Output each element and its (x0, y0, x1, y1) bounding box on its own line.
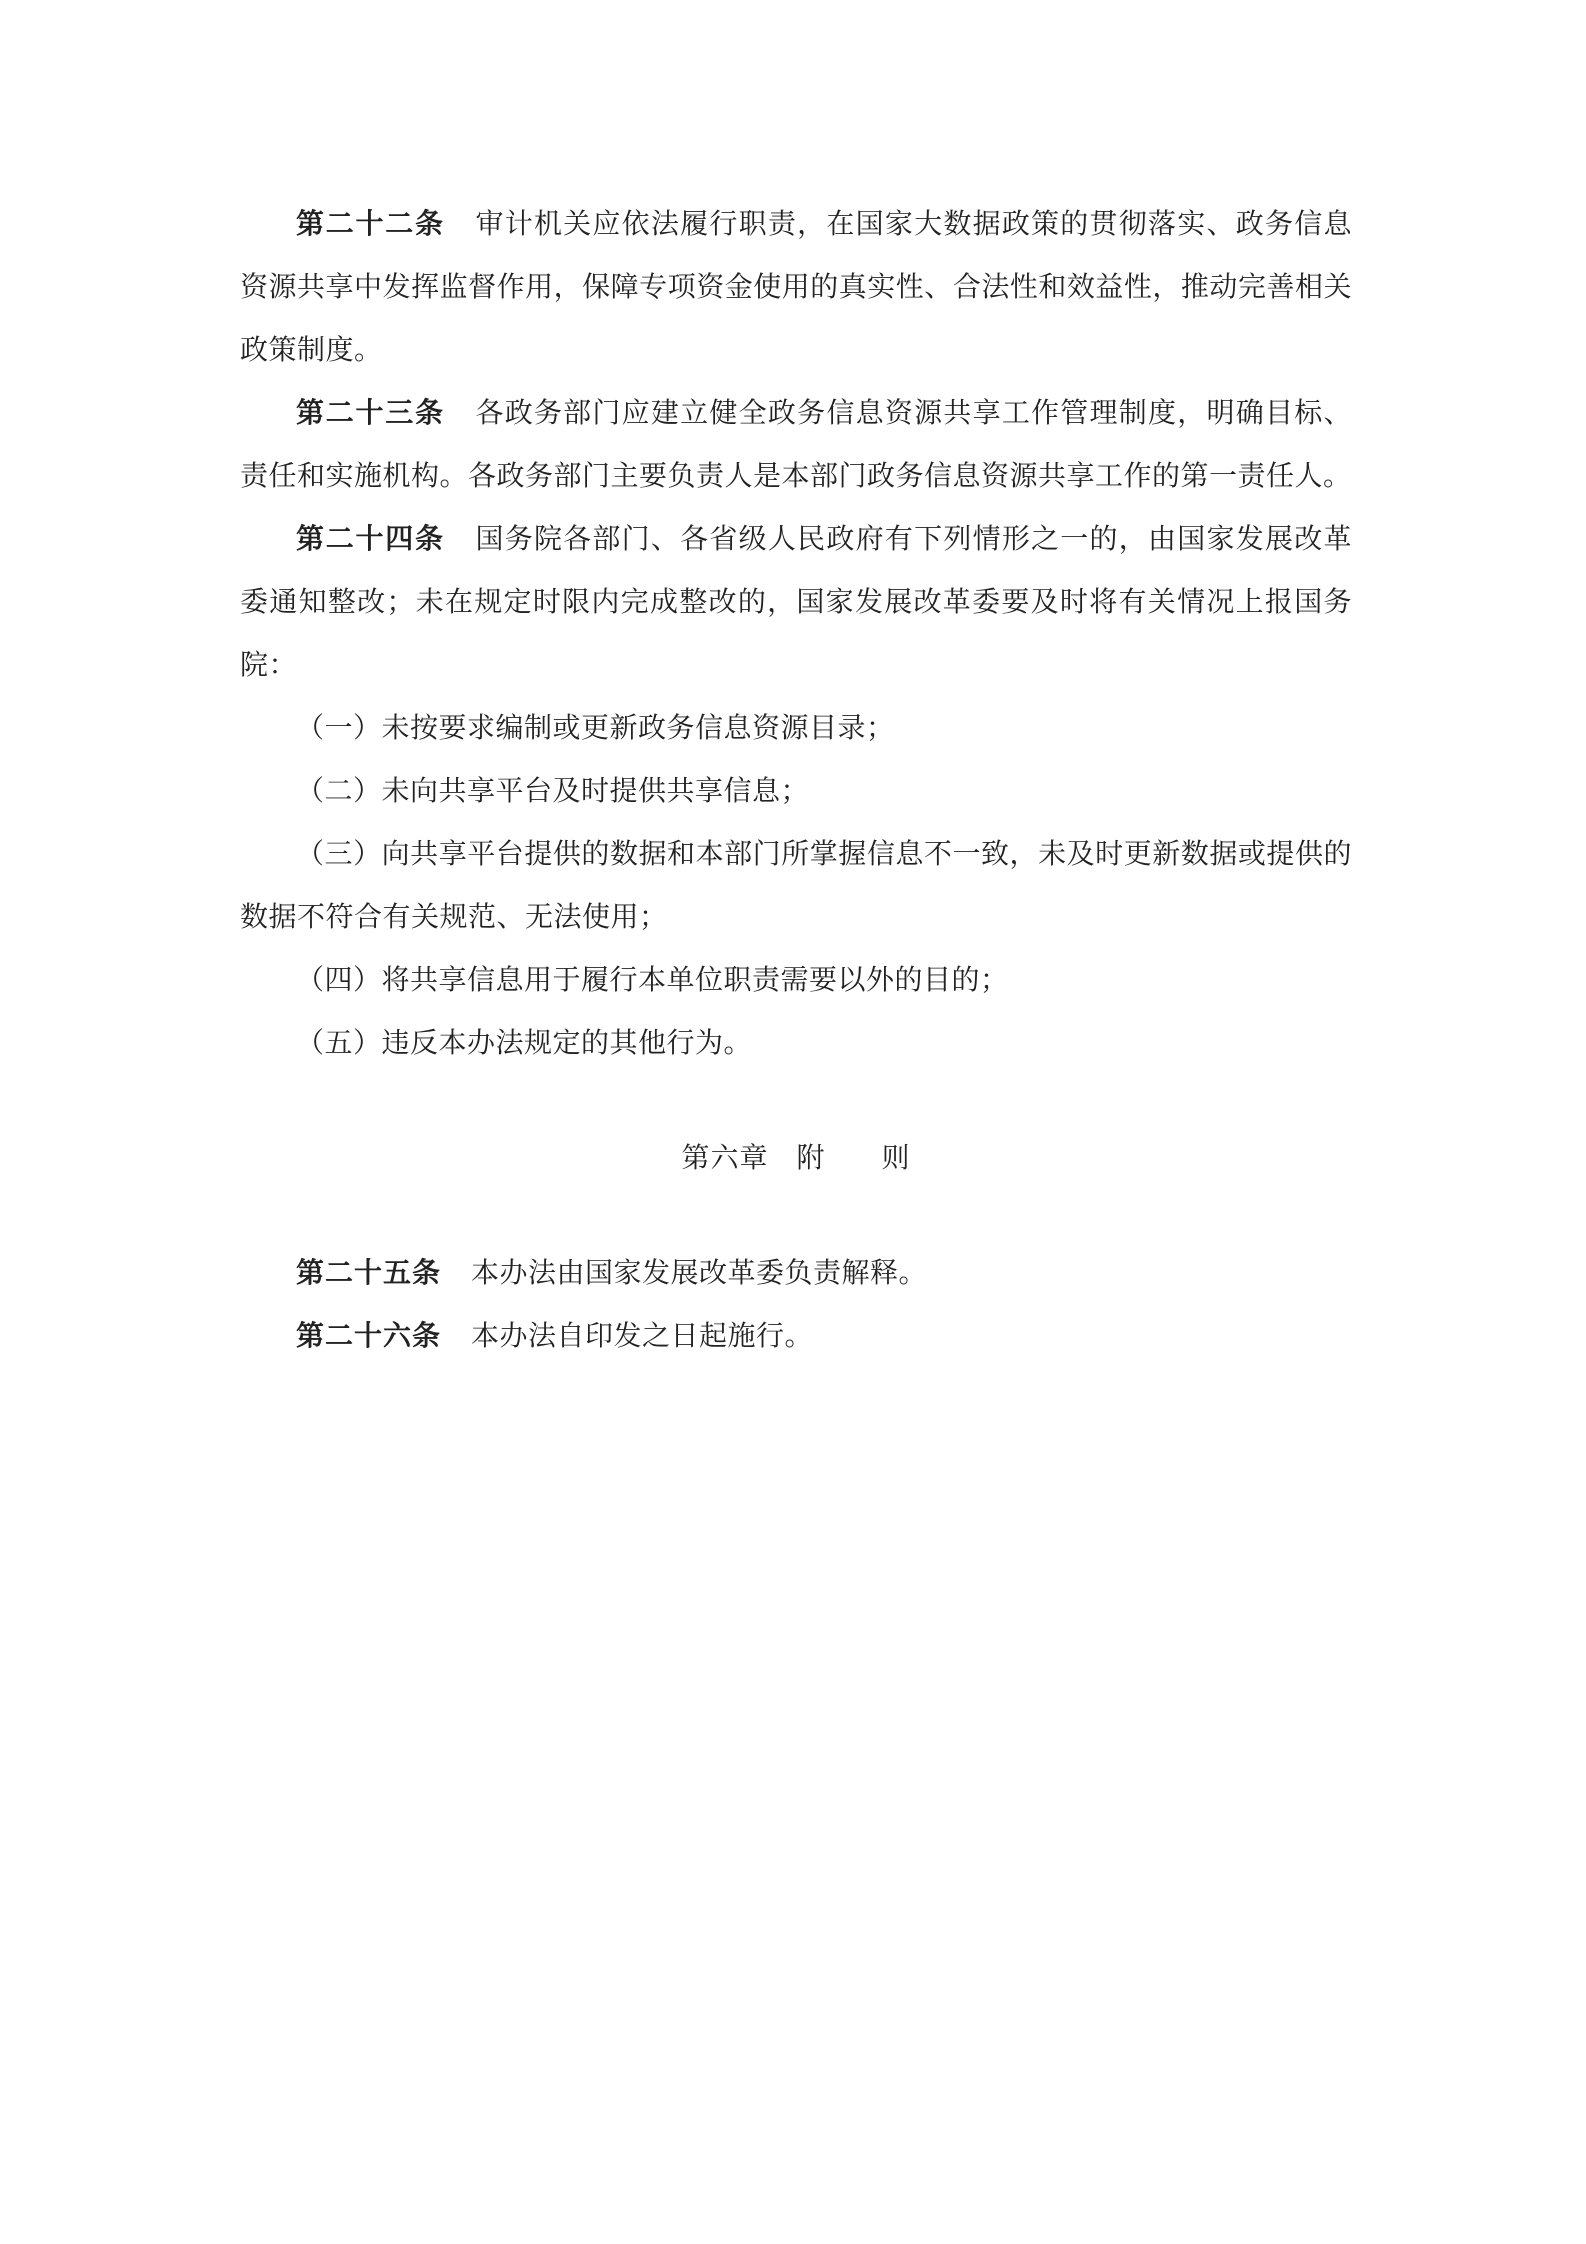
article-25 (240, 1241, 1352, 1304)
article-label: 第二十三条 (296, 396, 445, 429)
chapter-number: 第六章 (681, 1141, 769, 1174)
chapter-title-part: 附 (796, 1141, 826, 1174)
list-item: （三）向共享平台提供的数据和本部门所掌握信息不一致，未及时更新数据或提供的数据不符合有关规范、无法使用； (240, 837, 1352, 933)
document-page (240, 192, 1352, 1367)
article-text: 各政务部门应建立健全政务信息资源共享工作管理制度，明确目标、责任和实施机构。各政务部门主要负责人是本部门政务信息资源共享工作的第一责任人。 (240, 396, 1352, 492)
list-item: （五）违反本办法规定的其他行为。 (296, 1026, 753, 1059)
article-label: 第二十五条 (296, 1256, 442, 1289)
article-22 (240, 192, 1352, 381)
list-item: （一）未按要求编制或更新政务信息资源目录； (296, 711, 895, 744)
article-23 (240, 381, 1352, 507)
article-label: 第二十四条 (296, 522, 445, 555)
article-text: 本办法由国家发展改革委负责解释。 (471, 1256, 928, 1289)
chapter-heading (240, 1126, 1352, 1189)
article-label: 第二十六条 (296, 1319, 442, 1352)
chapter-title-part: 则 (881, 1141, 911, 1174)
article-26 (240, 1304, 1352, 1367)
article-text: 本办法自印发之日起施行。 (471, 1319, 814, 1352)
article-text: 国务院各部门、各省级人民政府有下列情形之一的，由国家发展改革委通知整改；未在规定时限内完成整改的，国家发展改革委要及时将有关情况上报国务院： (240, 522, 1352, 681)
article-label: 第二十二条 (296, 207, 445, 240)
article-24 (240, 507, 1352, 696)
article-text: 审计机关应依法履行职责，在国家大数据政策的贯彻落实、政务信息资源共享中发挥监督作用，保障专项资金使用的真实性、合法性和效益性，推动完善相关政策制度。 (240, 207, 1352, 366)
list-item: （二）未向共享平台及时提供共享信息； (296, 774, 810, 807)
list-item: （四）将共享信息用于履行本单位职责需要以外的目的； (296, 963, 1009, 996)
